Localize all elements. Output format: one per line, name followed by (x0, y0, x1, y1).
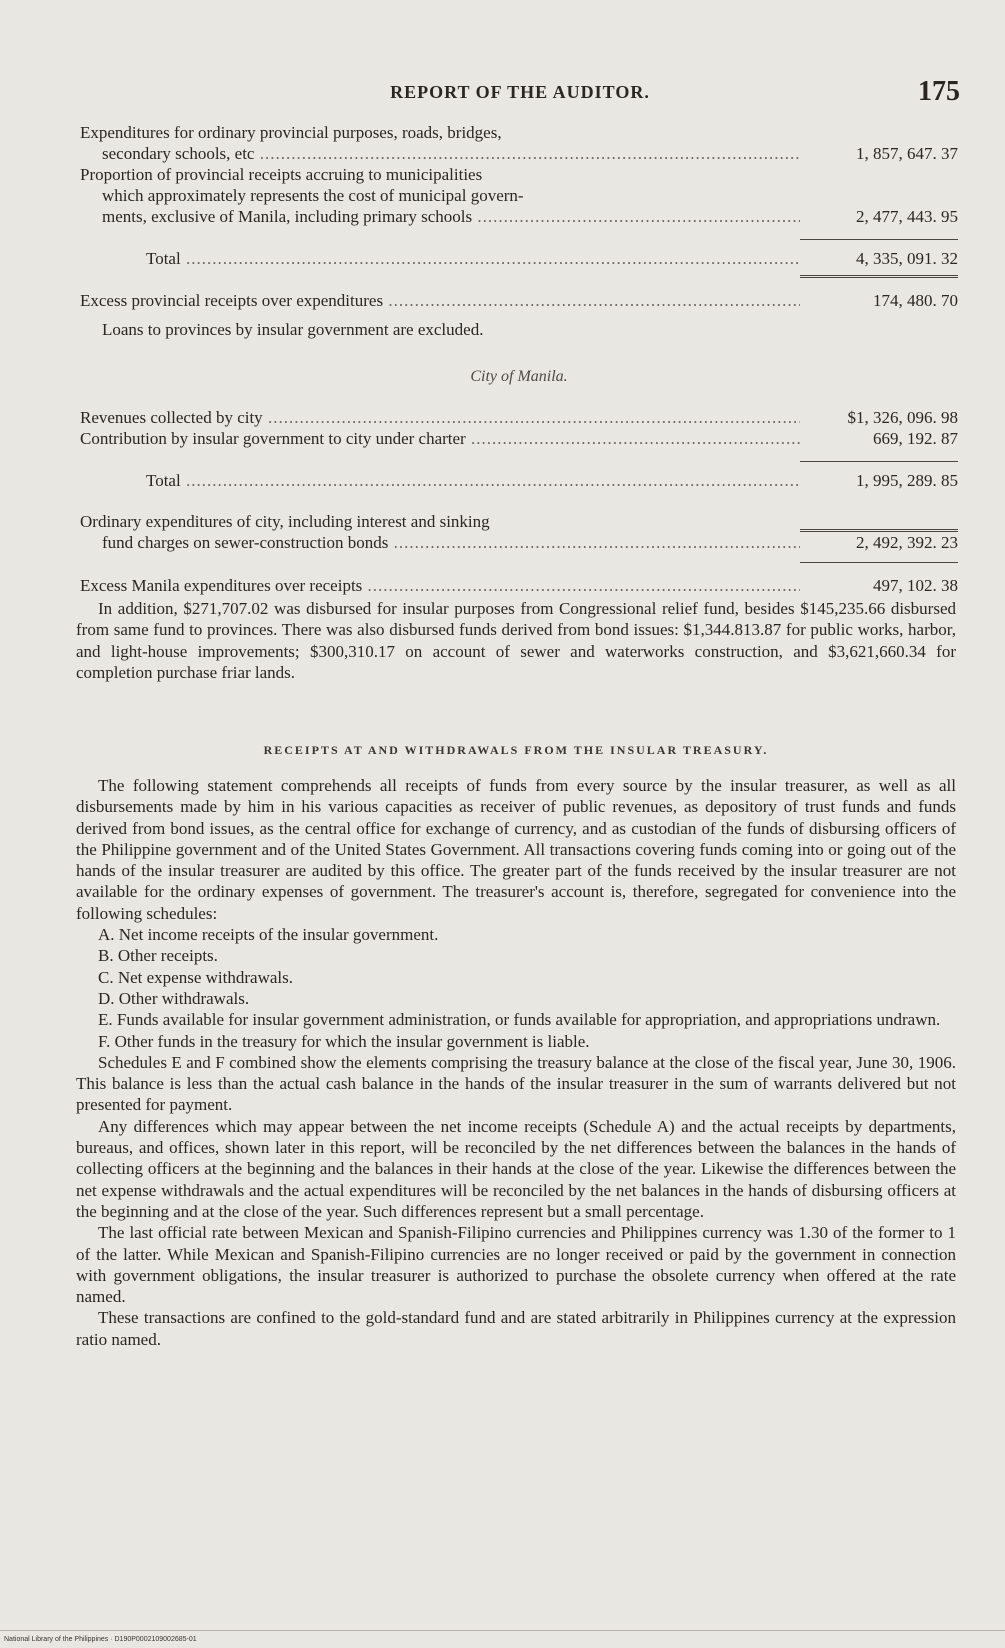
provincial-table (80, 122, 958, 340)
row-label: Revenues collected by city (80, 408, 263, 427)
addition-paragraph (76, 598, 956, 683)
footer-rule (0, 1630, 1005, 1631)
paragraph: In addition, $271,707.02 was disbursed for insular purposes from Congressional relief fund, besides $145,235.66 disbursed from same fund to provinces. There was also disbursed funds derived from bond issues: $1,344.813.87 for public works, harbor, and light-house improvements; $300,310.17 on account of sewer and waterworks construction, and $3,621,660.34 for completion purchase friar lands. (76, 599, 956, 682)
schedule-item: D. Other withdrawals. (98, 988, 250, 1008)
table-row (80, 239, 958, 269)
row-label: Excess provincial receipts over expenditures (80, 291, 384, 310)
table-row (80, 561, 958, 596)
paragraph: The following statement comprehends all receipts of funds from every source by the insular treasurer, as well as all disbursements made by him in his various capacities as receiver of public revenues, as depository of trust funds and funds derived from bond issues, as the central office for exchange of currency, and as custodian of the funds of disbursing officers of the Philippine government and of the United States Government. All transactions covering funds coming into or going out of the hands of the insular treasurer are audited by this office. The greater part of the funds received by the insular treasurer are not available for the ordinary expenses of government. The treasurer's account is, therefore, segregated for convenience into the following schedules: (76, 776, 956, 923)
total-amount: 1, 995, 289. 85 (800, 461, 958, 491)
amount-cell: $1, 326, 096. 98 (847, 408, 958, 427)
table-row (80, 143, 958, 164)
table-row (80, 275, 958, 311)
paragraph: The last official rate between Mexican and Spanish-Filipino currencies and Philippines currency was 1.30 of the former to 1 of the latter. While Mexican and Spanish-Filipino currencies are no longer received or paid by the government in connection with government obligations, the insular treasurer is authorized to purchase the obsolete currency when offered at the rate named. (76, 1223, 956, 1307)
amount-cell: 2, 492, 392. 23 (856, 533, 958, 552)
schedule-item: F. Other funds in the treasury for which the insular government is liable. (98, 1031, 590, 1051)
row-label: Proportion of provincial receipts accruing to municipalities (80, 165, 483, 184)
row-label: ments, exclusive of Manila, including primary schools (102, 207, 473, 226)
schedule-item: C. Net expense withdrawals. (98, 967, 293, 987)
row-label: Contribution by insular government to city under charter (80, 429, 466, 448)
schedule-item: E. Funds available for insular government administration, or funds available for appropriation, and appropriations undrawn. (98, 1010, 941, 1030)
paragraph: Schedules E and F combined show the elements comprising the treasury balance at the close of the fiscal year, June 30, 1906. This balance is less than the actual cash balance in the hands of the insular treasurer in the sum of warrants delivered but not presented for payment. (76, 1052, 956, 1115)
running-title: REPORT OF THE AUDITOR. (390, 82, 650, 102)
amount-cell: 2, 477, 443. 95 (856, 207, 958, 226)
paragraph: These transactions are confined to the gold-standard fund and are stated arbitrarily in Philippines currency at the expression ratio named. (76, 1308, 956, 1349)
section-block (76, 740, 956, 761)
total-label: Total (146, 249, 181, 268)
schedule-item: B. Other receipts. (98, 946, 218, 966)
row-label: fund charges on sewer-construction bonds (102, 533, 389, 552)
row-label: secondary schools, etc (102, 144, 255, 163)
table-row (80, 164, 958, 185)
table-row (80, 428, 958, 449)
schedule-item: A. Net income receipts of the insular government. (98, 925, 439, 945)
row-label: Excess Manila expenditures over receipts (80, 576, 363, 595)
footer-identifier: National Library of the Philippines · D190P0002109002685-01 (4, 1636, 197, 1643)
row-label: Expenditures for ordinary provincial purposes, roads, bridges, (80, 123, 502, 142)
amount-cell: 497, 102. 38 (800, 562, 958, 596)
page-header (80, 76, 960, 112)
page-number: 175 (918, 76, 960, 107)
manila-table (80, 366, 958, 596)
total-amount: 4, 335, 091. 32 (800, 239, 958, 269)
section-heading: RECEIPTS AT AND WITHDRAWALS FROM THE INSULAR TREASURY. (263, 743, 769, 757)
total-label: Total (146, 471, 181, 490)
row-label: Ordinary expenditures of city, including interest and sinking (80, 512, 490, 531)
table-row (80, 319, 958, 340)
table-row (80, 461, 958, 491)
table-row (80, 532, 958, 553)
amount-cell: 669, 192. 87 (873, 429, 958, 448)
body-text (76, 775, 956, 1350)
amount-cell: 1, 857, 647. 37 (856, 144, 958, 163)
amount-cell: 174, 480. 70 (800, 275, 958, 311)
row-label: which approximately represents the cost of municipal govern- (102, 186, 524, 205)
paragraph: Any differences which may appear between the net income receipts (Schedule A) and the actual receipts by departments, bureaus, and offices, shown later in this report, will be reconciled by the net differences between the balances in the hands of collecting officers at the beginning and the balances in their hands at the close of the year. Likewise the differences between the net expense withdrawals and the actual expenditures will be reconciled by the net balances in the hands of disbursing officers at the beginning and at the close of the year. Such differences represent but a small percentage. (76, 1116, 956, 1221)
table-row (80, 497, 958, 532)
table-row (80, 185, 958, 206)
table-row (80, 122, 958, 143)
note-text: Loans to provinces by insular government are excluded. (102, 320, 484, 339)
table-row (80, 206, 958, 227)
table-row (80, 407, 958, 428)
section-subheading: City of Manila. (470, 368, 568, 385)
